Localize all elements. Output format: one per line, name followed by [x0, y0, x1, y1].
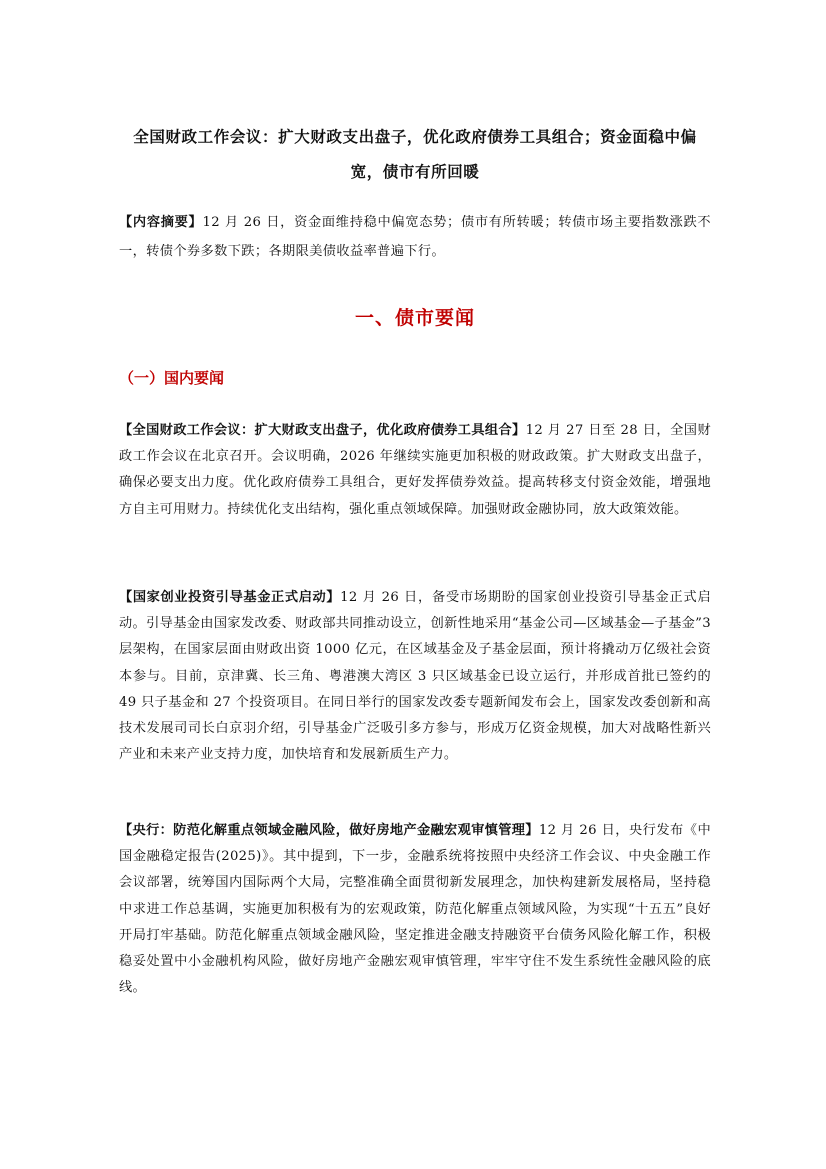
content-summary — [119, 208, 711, 266]
news-item — [119, 818, 711, 1001]
summary-label: 【内容摘要】 — [119, 215, 203, 230]
subsection-title: （一）国内要闻 — [119, 369, 225, 387]
news-headline: 【央行：防范化解重点领域金融风险，做好房地产金融宏观审慎管理】 — [119, 823, 539, 838]
news-body: 12 月 26 日，央行发布《中国金融稳定报告(2025)》。其中提到，下一步，金融系统将按照中央经济工作会议、中央金融工作会议部署，统筹国内国际两个大局，完整准确全面贯彻新发展理念，加快构建新发展格局，坚持稳中求进工作总基调，实施更加积极有为的宏观政策，防范化解重点领域风险，为实现“十五五”良好开局打牢基础。防范化解重点领域金融风险，坚定推进金融支持融资平台债务风险化解工作，积极稳妥处置中小金融机构风险，做好房地产金融宏观审慎管理，牢牢守住不发生系统性金融风险的底线。 — [119, 823, 711, 996]
section-title: 一、债市要闻 — [354, 307, 475, 329]
news-body: 12 月 27 日至 28 日，全国财政工作会议在北京召开。会议明确，2026 年继续实施更加积极的财政政策。扩大财政支出盘子，确保必要支出力度。优化政府债券工具组合，更好发挥债券效益。提高转移支付资金效能，增强地方自主可用财力。持续优化支出结构，强化重点领域保障。加强财政金融协同，放大政策效能。 — [119, 423, 712, 517]
news-body: 12 月 26 日，备受市场期盼的国家创业投资引导基金正式启动。引导基金由国家发改委、财政部共同推动设立，创新性地采用“基金公司—区域基金—子基金”3 层架构，在国家层面由财政出资 1000 亿元，在区域基金及子基金层面，预计将撬动万亿级社会资本参与。目前，京津冀、长三角、粤港澳大湾区 3 只区域基金已设立运行，并形成首批已签约的 49 只子基金和 27 个投资项目。在同日举行的国家发改委专题新闻发布会上，国家发改委创新和高技术发展司司长白京羽介绍，引导基金广泛吸引多方参与，形成万亿资金规模，加大对战略性新兴产业和未来产业支持力度，加快培育和发展新质生产力。 — [119, 590, 711, 763]
news-item — [119, 585, 711, 768]
news-item — [119, 418, 711, 523]
news-headline: 【国家创业投资引导基金正式启动】 — [119, 590, 341, 605]
news-headline: 【全国财政工作会议：扩大财政支出盘子，优化政府债券工具组合】 — [119, 423, 526, 438]
document-title: 全国财政工作会议：扩大财政支出盘子，优化政府债券工具组合；资金面稳中偏宽，债市有所回暖 — [133, 128, 697, 181]
summary-text: 12 月 26 日，资金面维持稳中偏宽态势；债市有所转暖；转债市场主要指数涨跌不一，转债个券多数下跌；各期限美债收益率普遍下行。 — [119, 215, 711, 259]
